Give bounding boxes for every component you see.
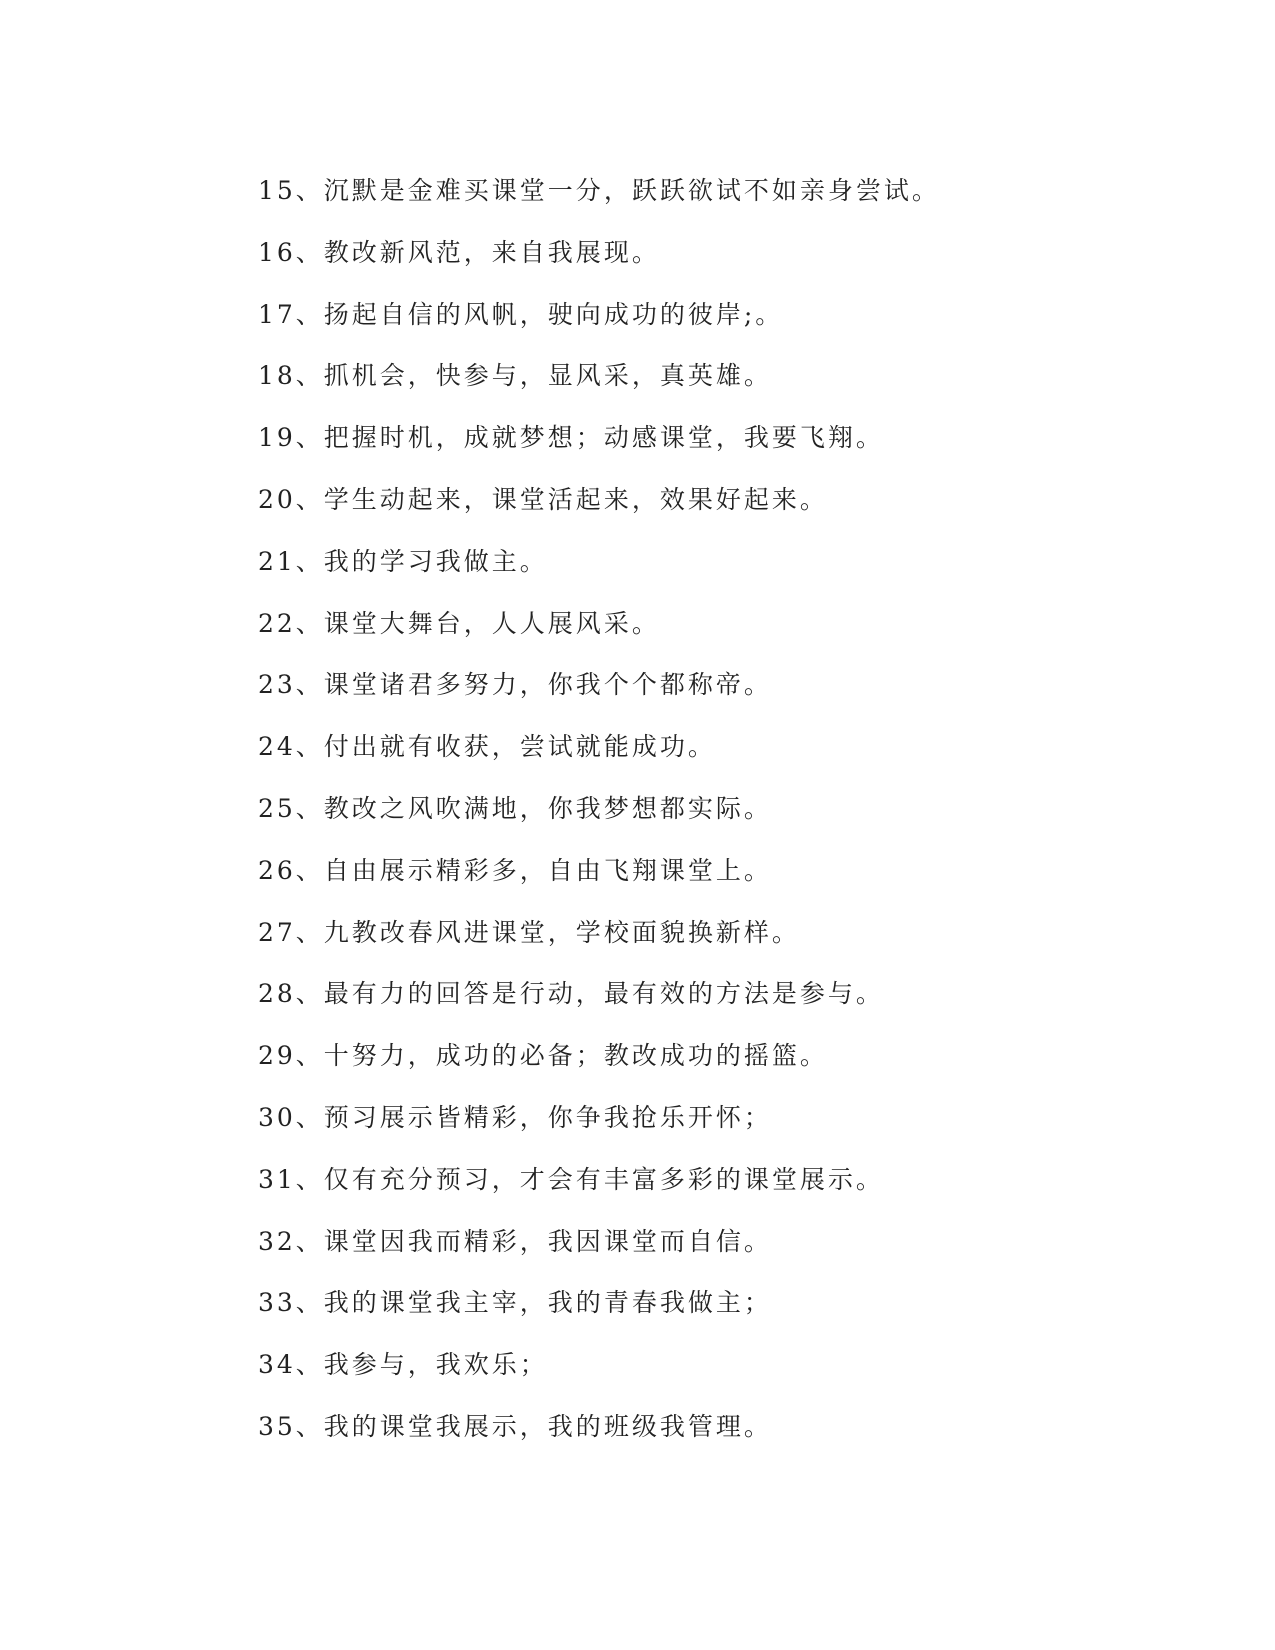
list-item: 19、把握时机，成就梦想；动感课堂，我要飞翔。: [258, 423, 884, 453]
list-item: 26、自由展示精彩多，自由飞翔课堂上。: [258, 855, 772, 885]
list-item: 34、我参与，我欢乐；: [258, 1350, 548, 1380]
list-item: 24、付出就有收获，尝试就能成功。: [258, 732, 716, 762]
list-item: 30、预习展示皆精彩，你争我抢乐开怀；: [258, 1102, 772, 1132]
list-item: 33、我的课堂我主宰，我的青春我做主；: [258, 1288, 772, 1318]
list-item: 23、课堂诸君多努力，你我个个都称帝。: [258, 670, 772, 700]
list-item: 35、我的课堂我展示，我的班级我管理。: [258, 1411, 772, 1441]
list-item: 29、十努力，成功的必备；教改成功的摇篮。: [258, 1041, 828, 1071]
slogan-list: [258, 160, 940, 1458]
list-item: 20、学生动起来，课堂活起来，效果好起来。: [258, 484, 828, 514]
list-item: 27、九教改春风进课堂，学校面貌换新样。: [258, 917, 800, 947]
list-item: 16、教改新风范，来自我展现。: [258, 237, 660, 267]
list-item: 18、抓机会，快参与，显风采，真英雄。: [258, 361, 772, 391]
list-item: 31、仅有充分预习，才会有丰富多彩的课堂展示。: [258, 1164, 884, 1194]
list-item: 32、课堂因我而精彩，我因课堂而自信。: [258, 1226, 772, 1256]
list-item: 15、沉默是金难买课堂一分，跃跃欲试不如亲身尝试。: [258, 176, 940, 205]
list-item: 21、我的学习我做主。: [258, 546, 548, 576]
list-item: 22、课堂大舞台，人人展风采。: [258, 608, 660, 638]
list-item: 25、教改之风吹满地，你我梦想都实际。: [258, 793, 772, 823]
list-item: 17、扬起自信的风帆，驶向成功的彼岸;。: [258, 299, 784, 329]
list-item: 28、最有力的回答是行动，最有效的方法是参与。: [258, 979, 884, 1009]
